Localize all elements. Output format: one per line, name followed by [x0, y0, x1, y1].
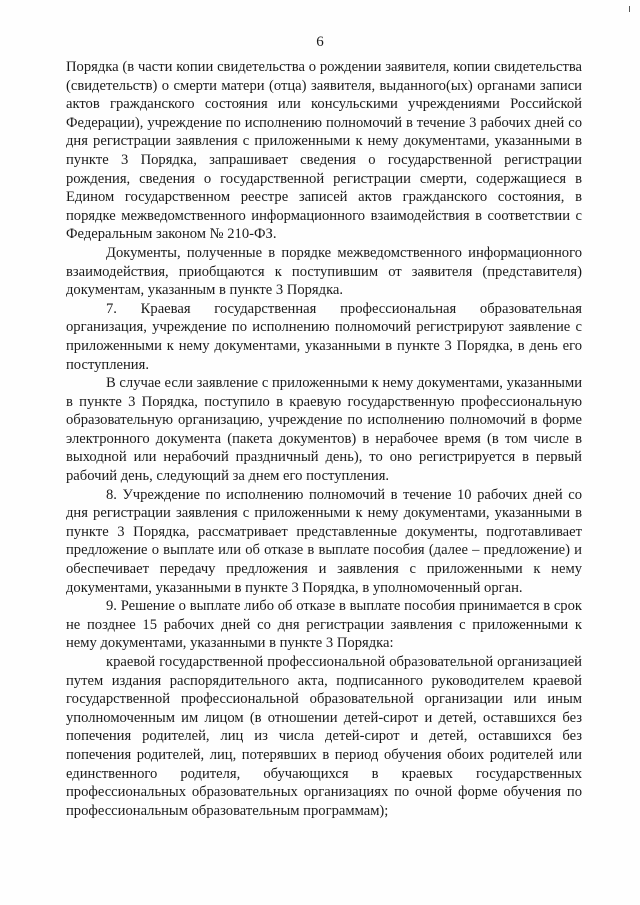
paragraph-interagency-documents: Документы, полученные в порядке межведомственного информационного взаимодействия, приобщаются к поступившим от заявителя (представителя) документам, указанным в пункте 3 Порядка. — [66, 244, 582, 299]
document-body — [66, 58, 582, 820]
paragraph-item-9: 9. Решение о выплате либо об отказе в выплате пособия принимается в срок не позднее 15 рабочих дней со дня регистрации заявления с приложенными к нему документами, указанными в пункте 3 Порядка: — [66, 598, 582, 652]
paragraph-item-7: 7. Краевая государственная профессиональная образовательная организация, учреждение по исполнению полномочий регистрируют заявление с приложенными к нему документами, указанными в пункте 3 Порядка, в день его поступления. — [66, 300, 582, 373]
scan-artifact-mark — [629, 6, 630, 12]
paragraph-continuation: Порядка (в части копии свидетельства о рождении заявителя, копии свидетельства (свидетельств) о смерти матери (отца) заявителя, выданного(ых) органами записи актов гражданского состояния или консульскими учреждениями Российской Федерации), учреждение по исполнению полномочий в течение 3 рабочих дней со дня регистрации заявления с приложенными к нему документами, указанными в пункте 3 Порядка, запрашивает сведения о государственной регистрации рождения, сведения о государственной регистрации смерти, содержащиеся в Едином государственном реестре записей актов гражданского состояния, в порядке межведомственного информационного взаимодействия в соответствии с Федеральным законом № 210-ФЗ. — [66, 59, 582, 243]
paragraph-item-9-subclause: краевой государственной профессиональной образовательной организацией путем издания распорядительного акта, подписанного руководителем краевой государственной профессиональной образовательной организации или иным уполномоченным им лицом (в отношении детей-сирот и детей, оставшихся без попечения родителей, лиц из числа детей-сирот и детей, оставшихся без попечения родителей, лиц, потерявших в период обучения обоих родителей или единственного родителя, обучающихся в краевых государственных профессиональных образовательных организациях по очной форме обучения по профессиональным образовательным программам); — [66, 654, 582, 819]
paragraph-item-8: 8. Учреждение по исполнению полномочий в течение 10 рабочих дней со дня регистрации заявления с приложенными к нему документами, указанными в пункте 3 Порядка, рассматривает представленные документы, подготавливает предложение о выплате или об отказе в выплате пособия (далее – предложение) и обеспечивает передачу предложения и заявления с приложенными к нему документами, указанными в пункте 3 Порядка, в уполномоченный орган. — [66, 486, 582, 596]
paragraph-non-working-time: В случае если заявление с приложенными к нему документами, указанными в пункте 3 Порядка, поступило в краевую государственную профессиональную образовательную организацию, учреждение по исполнению полномочий в форме электронного документа (пакета документов) в нерабочее время (в том числе в выходной или нерабочий праздничный день), то оно регистрируется в первый рабочий день, следующий за днем его поступления. — [66, 375, 582, 485]
page-number: 6 — [316, 34, 324, 50]
